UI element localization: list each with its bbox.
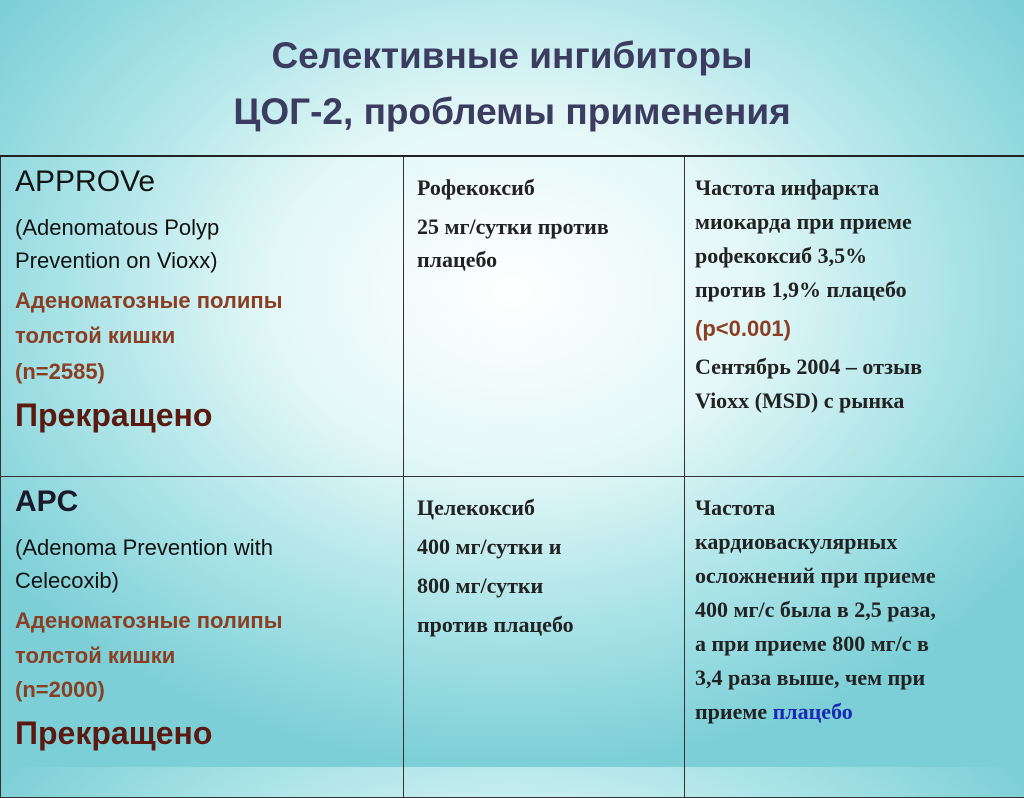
result-line: а при приеме 800 мг/с в bbox=[695, 627, 1024, 661]
trial-full-name-line: (Adenoma Prevention with bbox=[15, 531, 403, 564]
drug-name: Рофекоксиб bbox=[417, 171, 684, 204]
trial-cell bbox=[1, 156, 404, 477]
trial-full-name-line: (Adenomatous Polyp bbox=[15, 211, 403, 244]
status-label: Прекращено bbox=[15, 395, 403, 435]
result-cell bbox=[685, 477, 1024, 798]
result-line: 400 мг/с была в 2,5 раза, bbox=[695, 593, 1024, 627]
placebo-highlight: плацебо bbox=[773, 699, 853, 724]
result-line: Частота bbox=[695, 491, 1024, 525]
indication-line: Аденоматозные полипы bbox=[15, 283, 403, 318]
result-line: кардиоваскулярных bbox=[695, 525, 1024, 559]
indication-line: толстой кишки bbox=[15, 638, 403, 673]
result-cell bbox=[685, 156, 1024, 477]
dose-line: против плацебо bbox=[417, 608, 684, 641]
drug-name: Целекоксиб bbox=[417, 491, 684, 524]
trial-cell bbox=[1, 477, 404, 798]
result-line-last bbox=[695, 695, 1024, 729]
note-line: Сентябрь 2004 – отзыв bbox=[695, 350, 1024, 384]
dose-line: 400 мг/сутки и bbox=[417, 530, 684, 563]
dose-line: 800 мг/сутки bbox=[417, 569, 684, 602]
slide-title bbox=[0, 28, 1024, 140]
result-line: осложнений при приеме bbox=[695, 559, 1024, 593]
result-line: миокарда при приеме bbox=[695, 205, 1024, 239]
p-value: (p<0.001) bbox=[695, 311, 1024, 346]
title-line-2: ЦОГ-2, проблемы применения bbox=[0, 84, 1024, 140]
table-row bbox=[1, 156, 1024, 477]
trials-table bbox=[0, 155, 1024, 798]
dose-line: плацебо bbox=[417, 243, 684, 276]
trial-full-name-line: Prevention on Vioxx) bbox=[15, 244, 403, 277]
trial-full-name-line: Celecoxib) bbox=[15, 564, 403, 597]
table-row bbox=[1, 477, 1024, 798]
result-line: Частота инфаркта bbox=[695, 171, 1024, 205]
title-line-1: Селективные ингибиторы bbox=[0, 28, 1024, 84]
result-line: рофекоксиб 3,5% bbox=[695, 239, 1024, 273]
result-line: против 1,9% плацебо bbox=[695, 273, 1024, 307]
status-label: Прекращено bbox=[15, 713, 403, 753]
result-last-prefix: приеме bbox=[695, 699, 773, 724]
sample-size: (n=2000) bbox=[15, 673, 403, 707]
drug-cell bbox=[404, 477, 685, 798]
trial-name: APC bbox=[15, 483, 403, 521]
dose-line: 25 мг/сутки против bbox=[417, 210, 684, 243]
trial-name: APPROVe bbox=[15, 163, 403, 201]
drug-cell bbox=[404, 156, 685, 477]
result-line: 3,4 раза выше, чем при bbox=[695, 661, 1024, 695]
indication-line: Аденоматозные полипы bbox=[15, 603, 403, 638]
indication-line: толстой кишки bbox=[15, 318, 403, 353]
note-line: Vioxx (MSD) с рынка bbox=[695, 384, 1024, 418]
sample-size: (n=2585) bbox=[15, 355, 403, 389]
